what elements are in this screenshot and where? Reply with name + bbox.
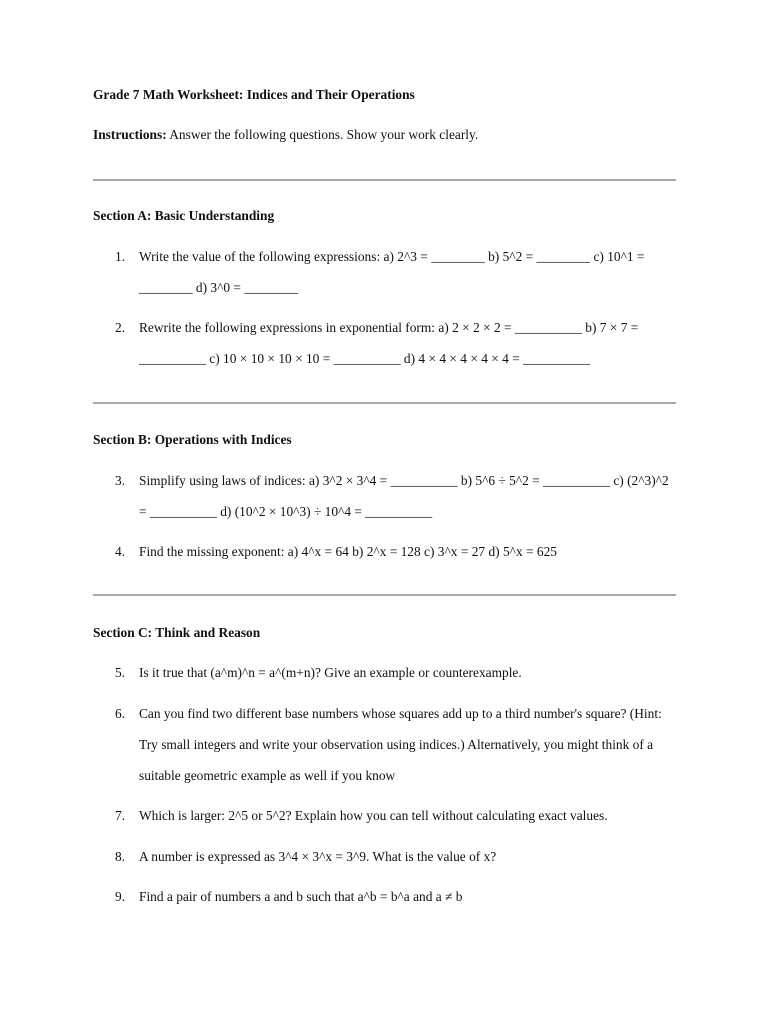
question-text: Is it true that (a^m)^n = a^(m+n)? Give an example or counterexample.	[139, 665, 522, 680]
instructions	[93, 127, 478, 143]
section-b-heading: Section B: Operations with Indices	[93, 432, 292, 447]
question-number: 4.	[115, 544, 126, 559]
question-9	[93, 881, 676, 912]
section-a-heading: Section A: Basic Understanding	[93, 208, 275, 223]
divider	[93, 594, 676, 596]
question-text: A number is expressed as 3^4 × 3^x = 3^9. What is the value of x?	[139, 849, 497, 864]
question-text: Find the missing exponent: a) 4^x = 64 b) 2^x = 128 c) 3^x = 27 d) 5^x = 625	[139, 544, 557, 559]
question-number: 1.	[115, 249, 126, 264]
question-number: 6.	[115, 706, 126, 721]
question-5	[93, 657, 676, 688]
question-6	[93, 698, 676, 791]
question-text: Can you find two different base numbers whose squares add up to a third number's square? (Hint: Try small integers and write your observation using indices.) Alternatively, you might think of a suitable geometric example as well if you know	[139, 706, 662, 783]
question-text: Which is larger: 2^5 or 5^2? Explain how you can tell without calculating exact values.	[139, 808, 608, 823]
instructions-label: Instructions:	[93, 127, 167, 142]
divider	[93, 179, 676, 181]
question-text: Find a pair of numbers a and b such that a^b = b^a and a ≠ b	[139, 889, 463, 904]
question-1	[93, 241, 676, 303]
section-c-heading: Section C: Think and Reason	[93, 625, 261, 640]
question-number: 9.	[115, 889, 126, 904]
question-8	[93, 841, 676, 872]
question-7	[93, 800, 676, 831]
question-text: Simplify using laws of indices: a) 3^2 × 3^4 = __________ b) 5^6 ÷ 5^2 = __________ c) (2^3)^2 = __________ d) (10^2 × 10^3) ÷ 10^4 = __________	[139, 473, 669, 519]
question-number: 5.	[115, 665, 126, 680]
question-number: 7.	[115, 808, 126, 823]
question-3	[93, 465, 676, 527]
question-4	[93, 536, 676, 567]
question-number: 3.	[115, 473, 126, 488]
question-number: 2.	[115, 320, 126, 335]
worksheet-title: Grade 7 Math Worksheet: Indices and Their Operations	[93, 87, 415, 102]
divider	[93, 402, 676, 404]
question-2	[93, 312, 676, 374]
question-text: Rewrite the following expressions in exponential form: a) 2 × 2 × 2 = __________ b) 7 × 7 = __________ c) 10 × 10 × 10 × 10 = __________ d) 4 × 4 × 4 × 4 × 4 = __________	[139, 320, 639, 366]
instructions-text: Answer the following questions. Show your work clearly.	[166, 127, 479, 142]
question-number: 8.	[115, 849, 126, 864]
question-text: Write the value of the following expressions: a) 2^3 = ________ b) 5^2 = ________ c) 10^1 = ________ d) 3^0 = ________	[139, 249, 645, 295]
